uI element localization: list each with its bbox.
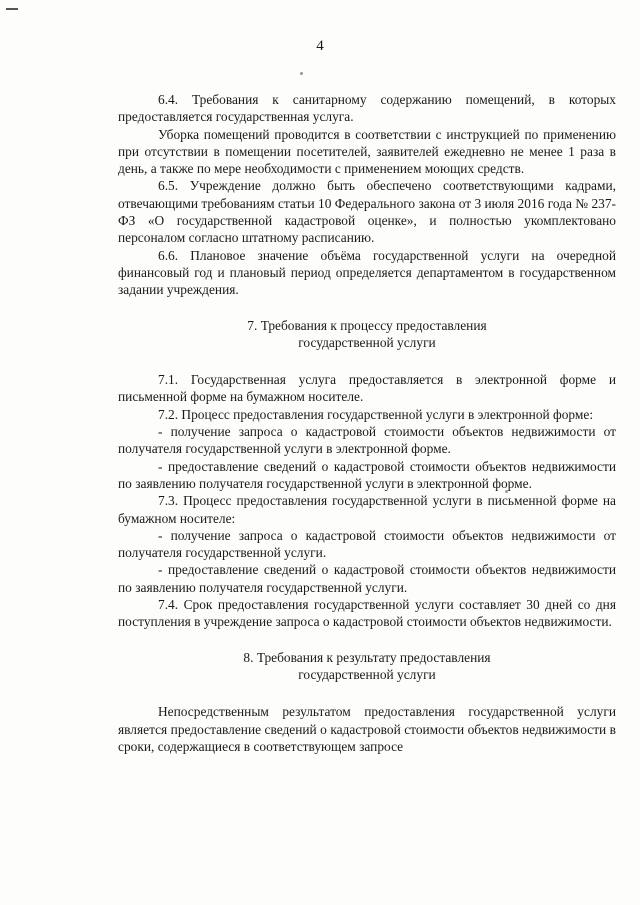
section-7-heading [118,317,616,352]
paragraph-7-2: 7.2. Процесс предоставления государственной услуги в электронной форме: [158,406,594,422]
section-8-heading [118,649,616,684]
section-7-title-line-1: 7. Требования к процессу предоставления [247,317,487,333]
list-item-7-3-b: - предоставление сведений о кадастровой стоимости объектов недвижимости по заявлению получателя государственной услуги. [118,562,616,595]
section-7-title-line-2: государственной услуги [298,334,436,350]
document-body [118,91,616,755]
paragraph-7-1: 7.1. Государственная услуга предоставляется в электронной форме и письменной форме на бумажном носителе. [118,372,616,405]
paragraph-7-3: 7.3. Процесс предоставления государственной услуги в письменной форме на бумажном носителе: [118,493,616,526]
scan-corner-mark [6,8,18,10]
list-item-7-3-a: - получение запроса о кадастровой стоимости объектов недвижимости от получателя государственной услуги. [118,527,616,561]
paragraph-6-5: 6.5. Учреждение должно быть обеспечено соответствующими кадрами, отвечающими требованиям статьи 10 Федерального закона от 3 июля 2016 года № 237-ФЗ «О государственной кадастровой оценке», и полностью укомплектовано персоналом согласно штатному расписанию. [118,178,616,246]
paragraph-7-4: 7.4. Срок предоставления государственной услуги составляет 30 дней со дня поступления в учреждение запроса о кадастровой стоимости объектов недвижимости. [118,597,616,630]
paragraph-6-4: 6.4. Требования к санитарному содержанию помещений, в которых предоставляется государственная услуга. [118,92,616,125]
scan-speck [300,72,303,75]
paragraph-8-result: Непосредственным результатом предоставления государственной услуги является предоставление сведений о кадастровой стоимости объектов недвижимости в сроки, содержащиеся в соответствующем запросе [118,704,616,754]
paragraph-6-6: 6.6. Плановое значение объёма государственной услуги на очередной финансовый год и плановый период определяется департаментом в государственном задании учреждения. [118,247,616,298]
section-8-title-line-1: 8. Требования к результату предоставления [243,649,491,665]
list-item-7-2-b: - предоставление сведений о кадастровой стоимости объектов недвижимости по заявлению получателя государственной услуги в электронной форме. [118,458,616,491]
page-number: 4 [316,38,324,54]
list-item-7-2-a: - получение запроса о кадастровой стоимости объектов недвижимости от получателя государственной услуги в электронной форме. [118,424,616,457]
paragraph-cleaning: Уборка помещений проводится в соответствии с инструкцией по применению при отсутствии в помещении посетителей, заявителей ежедневно не менее 1 раза в день, а также по мере необходимости с применением моющих средств. [118,126,616,177]
section-8-title-line-2: государственной услуги [298,666,436,682]
